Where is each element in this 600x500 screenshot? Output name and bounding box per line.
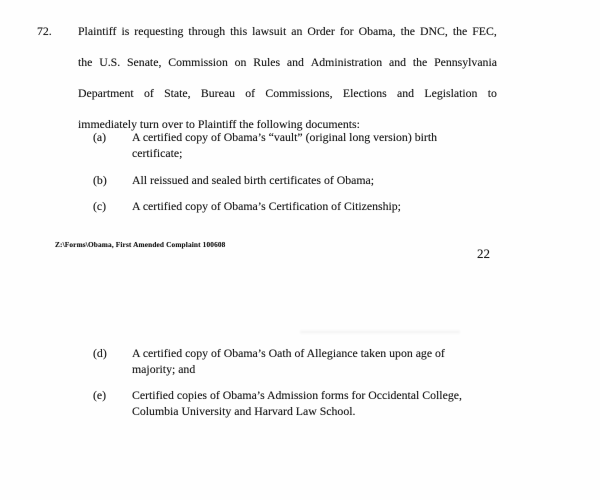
paragraph-72 bbox=[37, 16, 497, 140]
item-letter: (e) bbox=[93, 388, 107, 402]
item-text bbox=[132, 345, 480, 377]
item-line: Columbia University and Harvard Law School. bbox=[132, 404, 356, 418]
page-number: 22 bbox=[477, 246, 490, 261]
item-line: majority; and bbox=[132, 362, 196, 376]
paragraph-line: the U.S. Senate, Commission on Rules and Administration and the Pennsylvania bbox=[78, 55, 497, 69]
paragraph-line: immediately turn over to Plaintiff the following documents: bbox=[78, 117, 360, 131]
footer-filename: Z:\Forms\Obama, First Amended Complaint 100608 bbox=[55, 240, 226, 249]
item-letter: (c) bbox=[93, 199, 107, 213]
item-text bbox=[132, 129, 480, 161]
paragraph-body bbox=[78, 16, 497, 140]
item-line: Certified copies of Obama’s Admission forms for Occidental College, bbox=[132, 388, 462, 402]
paragraph-line: Department of State, Bureau of Commissions, Elections and Legislation to bbox=[78, 86, 497, 100]
item-line: A certified copy of Obama’s Oath of Allegiance taken upon age of bbox=[132, 346, 445, 360]
paragraph-number: 72. bbox=[37, 24, 52, 38]
item-line: certificate; bbox=[132, 146, 183, 160]
list-item-a bbox=[93, 129, 480, 161]
paragraph-line: Plaintiff is requesting through this lawsuit an Order for Obama, the DNC, the FEC, bbox=[78, 24, 497, 38]
item-line: A certified copy of Obama’s Certification of Citizenship; bbox=[132, 199, 401, 213]
list-item-d bbox=[93, 345, 480, 377]
item-letter: (d) bbox=[93, 346, 107, 360]
list-item-c bbox=[93, 198, 480, 214]
scan-artifact bbox=[300, 331, 460, 333]
item-text bbox=[132, 198, 480, 214]
item-line: All reissued and sealed birth certificates of Obama; bbox=[132, 173, 375, 187]
list-item-b bbox=[93, 172, 480, 188]
item-letter: (a) bbox=[93, 130, 107, 144]
item-letter: (b) bbox=[93, 173, 107, 187]
item-line: A certified copy of Obama’s “vault” (original long version) birth bbox=[132, 130, 437, 144]
item-text bbox=[132, 172, 480, 188]
list-item-e bbox=[93, 387, 480, 419]
item-text bbox=[132, 387, 480, 419]
